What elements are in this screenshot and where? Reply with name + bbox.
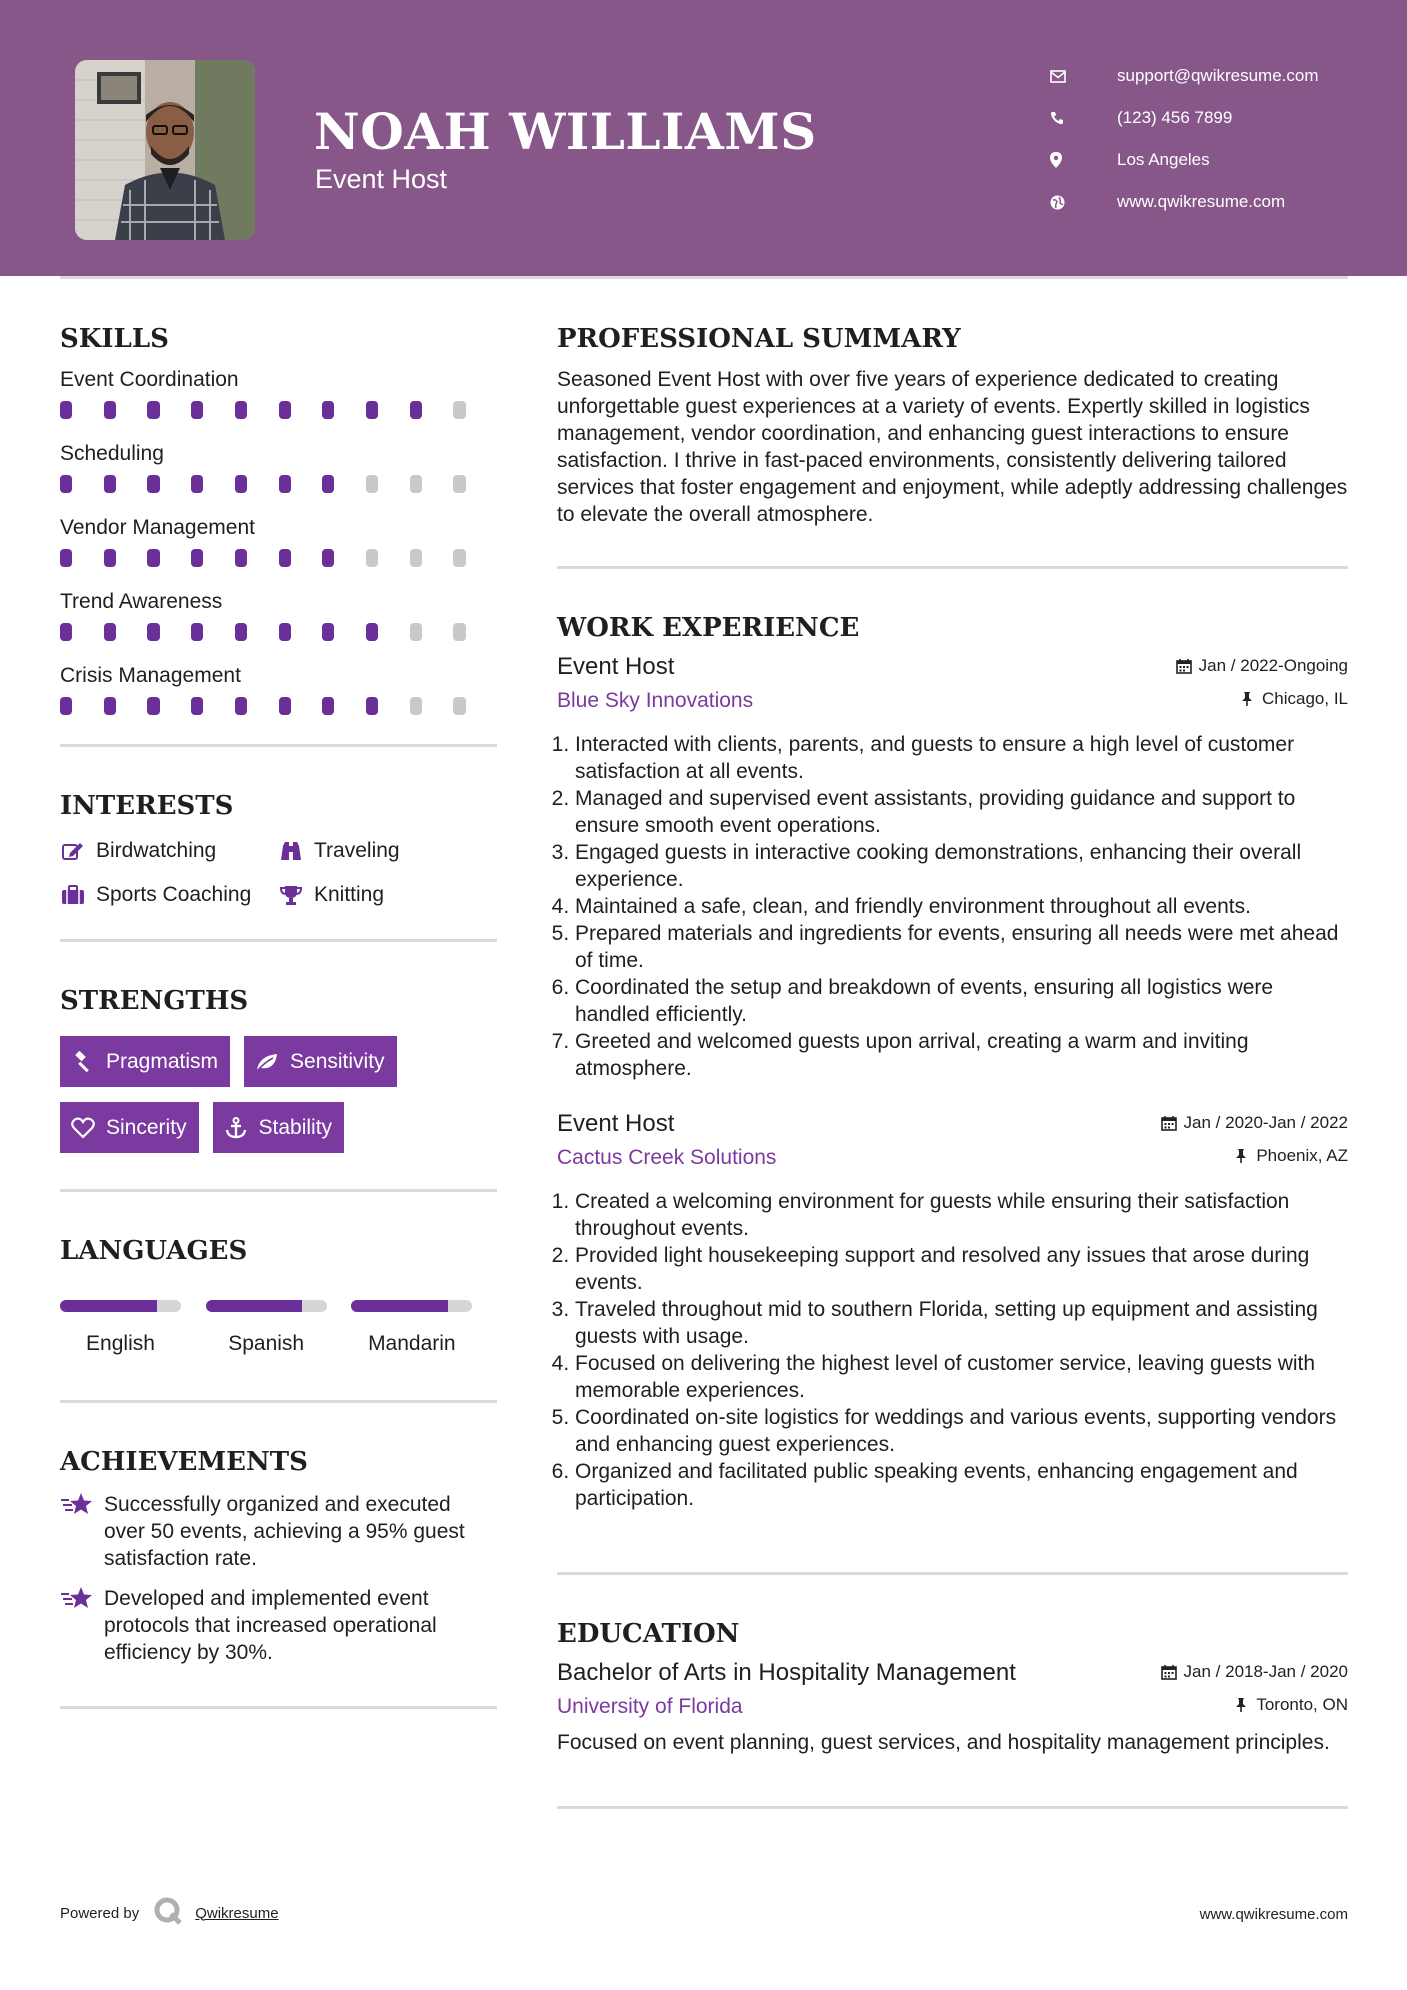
skill-rating-dot [322, 549, 334, 567]
company-name: Cactus Creek Solutions [557, 1146, 777, 1169]
candidate-name: NOAH WILLIAMS [314, 102, 817, 161]
duty-item: 4. Focused on delivering the highest level of customer service, leaving guests with memorable experiences. [575, 1350, 1348, 1404]
language-level-bar [206, 1300, 327, 1312]
skill-rating-dot [191, 549, 203, 567]
strengths-title: STRENGTHS [60, 986, 249, 1016]
skill-rating-dot [235, 401, 247, 419]
duty-item: 1. Interacted with clients, parents, and guests to ensure a high level of customer satisfaction at all events. [575, 731, 1348, 785]
duty-item: 5. Prepared materials and ingredients for events, ensuring all needs were met ahead of time. [575, 920, 1348, 974]
duty-item: 3. Traveled throughout mid to southern Florida, setting up equipment and assisting guests with usage. [575, 1296, 1348, 1350]
skill-rating-dot [60, 549, 72, 567]
company-name: Blue Sky Innovations [557, 689, 754, 712]
right-column [557, 310, 1348, 1809]
contact-website[interactable]: www.qwikresume.com [1050, 181, 1380, 223]
skill-name: Crisis Management [60, 664, 241, 687]
skill-rating-dot [410, 697, 422, 715]
shooting-star-icon [60, 1585, 94, 1615]
education-location: Toronto, ON [1232, 1695, 1348, 1715]
achievement-item: Successfully organized and executed over 50 events, achieving a 95% guest satisfaction rate. [60, 1491, 497, 1572]
strengths-list [60, 1036, 497, 1168]
skill-rating-dot [191, 475, 203, 493]
skill-rating-dot [322, 697, 334, 715]
job-title: Event Host [557, 1110, 675, 1137]
interest-item: Knitting [278, 879, 478, 911]
skill-item [60, 584, 497, 658]
skill-rating [60, 694, 497, 732]
section-divider [60, 744, 497, 747]
qwikresume-link[interactable]: Qwikresume [195, 1904, 279, 1922]
skill-rating-dot [279, 549, 291, 567]
skill-rating [60, 398, 497, 436]
strength-tag: Sensitivity [244, 1036, 397, 1087]
skill-rating [60, 546, 497, 584]
footer-website[interactable]: www.qwikresume.com [1199, 1906, 1348, 1923]
skill-rating-dot [410, 475, 422, 493]
skill-rating-dot [191, 623, 203, 641]
skill-rating-dot [104, 401, 116, 419]
section-divider [60, 1400, 497, 1403]
language-level-fill [351, 1300, 448, 1312]
section-divider [60, 1189, 497, 1192]
skill-rating-dot [453, 697, 465, 715]
section-divider [557, 1806, 1348, 1809]
header-divider [60, 276, 1348, 279]
languages-title: LANGUAGES [60, 1236, 248, 1266]
degree-title: Bachelor of Arts in Hospitality Management [557, 1659, 1016, 1686]
job-entry [557, 1110, 1348, 1512]
language-level-fill [206, 1300, 303, 1312]
skill-rating-dot [147, 623, 159, 641]
interest-item: Sports Coaching [60, 879, 278, 911]
strength-tag: Pragmatism [60, 1036, 230, 1087]
duty-item: 5. Coordinated on-site logistics for weddings and various events, supporting vendors and enhancing guest experiences. [575, 1404, 1348, 1458]
job-title: Event Host [557, 653, 675, 680]
skill-rating-dot [60, 401, 72, 419]
interest-item: Birdwatching [60, 835, 278, 867]
skill-rating-dot [453, 401, 465, 419]
skill-name: Vendor Management [60, 516, 255, 539]
experience-title: WORK EXPERIENCE [557, 613, 860, 643]
skill-name: Trend Awareness [60, 590, 223, 613]
duty-item: 6. Organized and facilitated public speaking events, enhancing engagement and participation. [575, 1458, 1348, 1512]
skill-name: Scheduling [60, 442, 164, 465]
skill-rating-dot [235, 549, 247, 567]
skill-rating-dot [322, 401, 334, 419]
pushpin-icon [1238, 691, 1256, 708]
language-level-bar [60, 1300, 181, 1312]
contact-list [1050, 55, 1380, 223]
leaf-icon [254, 1051, 280, 1073]
contact-email[interactable]: support@qwikresume.com [1050, 55, 1380, 97]
trophy-icon [278, 884, 304, 906]
gavel-icon [70, 1051, 96, 1073]
binoculars-icon [278, 840, 304, 862]
skill-item [60, 658, 497, 732]
pushpin-icon [1232, 1148, 1250, 1165]
skill-rating-dot [453, 475, 465, 493]
pushpin-icon [1232, 1697, 1250, 1714]
contact-location: Los Angeles [1050, 139, 1380, 181]
skill-rating-dot [147, 475, 159, 493]
skill-rating-dot [147, 549, 159, 567]
job-location: Phoenix, AZ [1232, 1146, 1348, 1166]
languages-list [60, 1300, 497, 1356]
calendar-icon [1175, 658, 1193, 675]
briefcase-icon [60, 884, 86, 906]
strength-tag: Sincerity [60, 1102, 199, 1153]
skill-rating-dot [104, 549, 116, 567]
heart-icon [70, 1117, 96, 1139]
duty-item: 3. Engaged guests in interactive cooking demonstrations, enhancing their overall experience. [575, 839, 1348, 893]
skill-rating-dot [279, 475, 291, 493]
skill-rating-dot [60, 697, 72, 715]
skill-rating-dot [60, 623, 72, 641]
candidate-role: Event Host [315, 164, 448, 194]
duty-list [557, 1188, 1348, 1512]
skill-rating-dot [104, 623, 116, 641]
phone-icon [1050, 109, 1080, 127]
skill-rating-dot [235, 697, 247, 715]
skill-name: Event Coordination [60, 368, 239, 391]
job-date: Jan / 2020-Jan / 2022 [1160, 1113, 1348, 1133]
skill-rating-dot [147, 401, 159, 419]
job-location: Chicago, IL [1238, 689, 1348, 709]
achievement-item: Developed and implemented event protocols that increased operational efficiency by 30%. [60, 1585, 497, 1666]
duty-item: 1. Created a welcoming environment for guests while ensuring their satisfaction throughout events. [575, 1188, 1348, 1242]
qwikresume-logo-icon [153, 1896, 183, 1930]
skill-rating-dot [366, 697, 378, 715]
anchor-icon [223, 1117, 249, 1139]
skill-rating-dot [410, 623, 422, 641]
skill-rating-dot [191, 697, 203, 715]
skill-rating-dot [410, 401, 422, 419]
summary-title: PROFESSIONAL SUMMARY [557, 324, 961, 354]
skill-rating-dot [60, 475, 72, 493]
skill-rating-dot [366, 475, 378, 493]
language-item: Spanish [206, 1300, 352, 1356]
duty-item: 6. Coordinated the setup and breakdown of events, ensuring all logistics were handled efficiently. [575, 974, 1348, 1028]
duty-item: 4. Maintained a safe, clean, and friendly environment throughout all events. [575, 893, 1348, 920]
achievements-list [60, 1491, 497, 1666]
language-item: English [60, 1300, 206, 1356]
skill-rating-dot [104, 475, 116, 493]
skill-rating-dot [235, 475, 247, 493]
shooting-star-icon [60, 1491, 94, 1521]
map-marker-icon [1050, 151, 1080, 169]
job-entry [557, 653, 1348, 1082]
footer-powered-by: Powered by Qwikresume [60, 1896, 279, 1930]
skill-rating [60, 620, 497, 658]
skill-rating-dot [453, 549, 465, 567]
pencil-square-icon [60, 840, 86, 862]
school-name: University of Florida [557, 1695, 743, 1718]
strength-tag: Stability [213, 1102, 345, 1153]
skills-title: SKILLS [60, 324, 169, 354]
skill-rating-dot [322, 623, 334, 641]
calendar-icon [1160, 1115, 1178, 1132]
duty-item: 2. Provided light housekeeping support and resolved any issues that arose during events. [575, 1242, 1348, 1296]
skill-rating-dot [410, 549, 422, 567]
job-date: Jan / 2022-Ongoing [1175, 656, 1348, 676]
skill-rating-dot [366, 549, 378, 567]
section-divider [557, 566, 1348, 569]
duty-list [557, 731, 1348, 1082]
envelope-icon [1050, 67, 1080, 85]
skill-rating [60, 472, 497, 510]
calendar-icon [1160, 1664, 1178, 1681]
education-title: EDUCATION [557, 1619, 740, 1649]
language-item: Mandarin [351, 1300, 497, 1356]
resume-header [0, 0, 1407, 276]
language-level-bar [351, 1300, 472, 1312]
skill-item [60, 362, 497, 436]
skill-rating-dot [147, 697, 159, 715]
skill-rating-dot [279, 401, 291, 419]
skill-rating-dot [322, 475, 334, 493]
skill-rating-dot [366, 623, 378, 641]
duty-item: 7. Greeted and welcomed guests upon arrival, creating a warm and inviting atmosphere. [575, 1028, 1348, 1082]
language-level-fill [60, 1300, 157, 1312]
skill-rating-dot [191, 401, 203, 419]
profile-photo [75, 60, 255, 240]
education-entry [557, 1659, 1348, 1756]
skill-rating-dot [366, 401, 378, 419]
interests-title: INTERESTS [60, 791, 234, 821]
education-date: Jan / 2018-Jan / 2020 [1160, 1662, 1348, 1682]
globe-icon [1050, 193, 1080, 211]
summary-text: Seasoned Event Host with over five years of experience dedicated to creating unforgettable guest experiences at a variety of events. Expertly skilled in logistics management, vendor coordination, and enhancing guest interactions to ensure satisfaction. I thrive in fast-paced environments, consistently delivering tailored services that foster engagement and enjoyment, while adeptly addressing challenges to elevate the overall atmosphere. [557, 368, 1348, 526]
skill-rating-dot [453, 623, 465, 641]
education-description: Focused on event planning, guest services, and hospitality management principles. [557, 1731, 1330, 1754]
left-column [60, 310, 497, 1709]
interests-list [60, 835, 497, 911]
skill-item [60, 510, 497, 584]
achievements-title: ACHIEVEMENTS [60, 1447, 308, 1477]
skill-rating-dot [279, 697, 291, 715]
skill-rating-dot [104, 697, 116, 715]
skill-item [60, 436, 497, 510]
section-divider [60, 1706, 497, 1709]
section-divider [557, 1572, 1348, 1575]
interest-item: Traveling [278, 835, 478, 867]
skill-rating-dot [279, 623, 291, 641]
section-divider [60, 939, 497, 942]
contact-phone[interactable]: (123) 456 7899 [1050, 97, 1380, 139]
duty-item: 2. Managed and supervised event assistants, providing guidance and support to ensure smooth event operations. [575, 785, 1348, 839]
skills-list [60, 362, 497, 732]
skill-rating-dot [235, 623, 247, 641]
